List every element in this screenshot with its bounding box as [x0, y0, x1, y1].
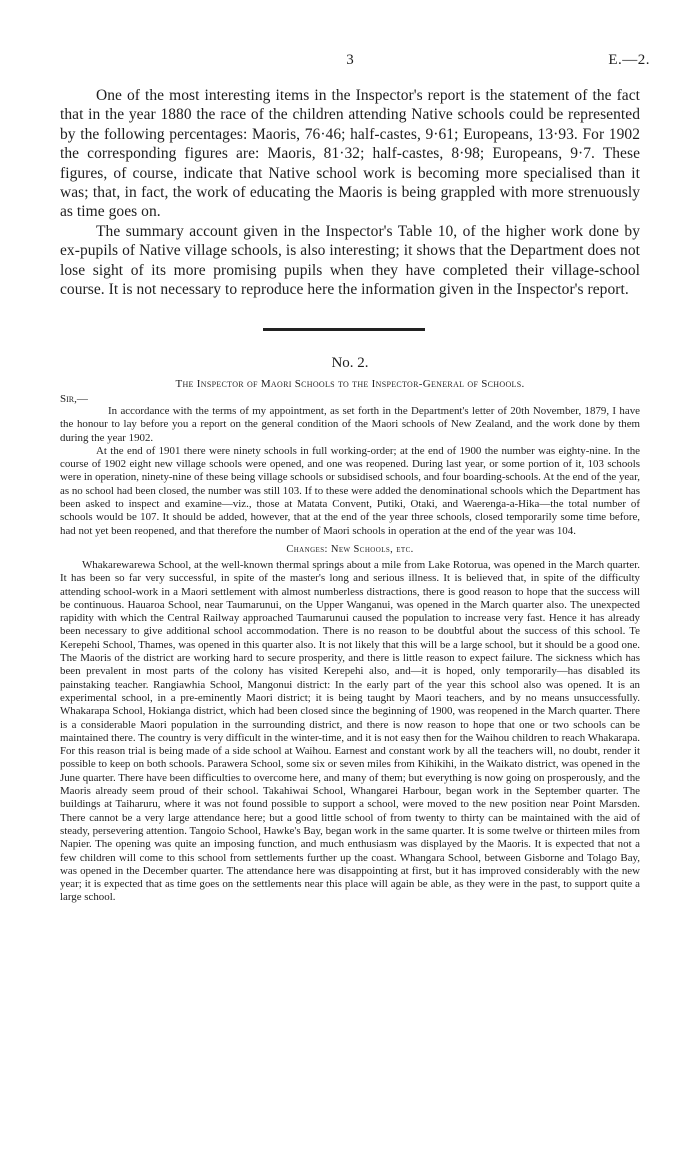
- report-section: [60, 352, 640, 905]
- intro-section: [60, 86, 640, 299]
- section-heading: Changes: New Schools, etc.: [286, 543, 414, 555]
- document-reference: E.—2.: [608, 52, 650, 68]
- report-paragraph: In accordance with the terms of my appointment, as set forth in the Department's letter of 20th November, 1879, I have the honour to lay before you a report on the general condition of the Maori schools of New Zealand, and the work done by them during the year 1902.: [60, 405, 640, 444]
- report-address-title: The Inspector of Maori Schools to the Inspector-General of Schools.: [175, 378, 525, 390]
- page-number: 3: [346, 52, 354, 68]
- intro-paragraph: The summary account given in the Inspector's Table 10, of the higher work done by ex-pupils of Native village schools, is also interesting; it shows that the Department does not lose sight of its more promising pupils when they have completed their village-school course. It is not necessary to reproduce here the information given in the Inspector's report.: [60, 222, 640, 299]
- salutation: Sir,—: [60, 393, 88, 405]
- new-schools-paragraph: Whakarewarewa School, at the well-known thermal springs about a mile from Lake Rotorua, was opened in the March quarter. It has been so far very successful, in spite of the master's long and serious illness. It is believed that, in spite of the difficulty attending school-work in a Maori settlement with almost numberless distractions, there is good reason to hope that the success will be continuous. Hauaroa School, near Taumarunui, on the Upper Wanganui, was opened in the March quarter also. The unexpected rapidity with which the Central Railway approached Taumarunui caused the population to increase very fast. Hence it has already been necessary to give additional school accommodation. There is no reason to be doubtful about the success of this school. Te Kerepehi School, Thames, was opened in this quarter also. It is not likely that this will be a large school, but it should be a good one. The Maoris of the district are working hard to secure prosperity, and there is little reason to expect failure. The sickness which has been prevalent in most parts of the colony has visited Kerepehi also, and—it is hoped, only temporarily—has disabled its painstaking teacher. Rangiawhia School, Mangonui district: In the early part of the year this school also was opened. It is an experimental school, in a pre-eminently Maori district; it is being taught by Maori teachers, and by no means unsuccessfully. Whakarapa School, Hokianga district, which had been closed since the beginning of 1900, was reopened in the March quarter. There is a considerable Maori population in the surrounding district, and there is now reason to hope that one or two schools can be maintained there. The country is very difficult in the winter-time, and it is not easy then for the Waihou children to reach Whakarapa. For this reason trial is being made of a side school at Waihou. Earnest and constant work by all the teachers will, no doubt, render it possible to keep on both schools. Parawera School, some six or seven miles from Kihikihi, in the Waikato district, was opened in the June quarter. There have been difficulties to overcome here, and many of them; but everything is now going on prosperously, and the Maoris already seem proud of their school. Takahiwai School, Whangarei Harbour, began work in the September quarter. The buildings at Taiharuru, where it was not found possible to support a school, were moved to the new position near Point Marsden. There cannot be a very large attendance here; but a good little school of from twenty to thirty can be maintained with the aid of steady, persevering attention. Tangoio School, Hawke's Bay, began work in the same quarter. It is some twelve or thirteen miles from Napier. The opening was quite an imposing function, and much enthusiasm was displayed by the Maoris. It is expected that not a few children will come to this school from settlements further up the coast. Whangara School, between Gisborne and Tolago Bay, was opened in the December quarter. The attendance here was disappointing at first, but it has improved considerably with the new year; it is expected that as time goes on the settlements near this place will again be able, as they were in the past, to support quite a large school.: [60, 558, 640, 904]
- section-divider: [263, 328, 425, 331]
- report-paragraph: At the end of 1901 there were ninety schools in full working-order; at the end of 1900 the number was eighty-nine. In the course of 1902 eight new village schools were opened, and one was reopened. During last year, or some portion of it, 103 schools were in operation, ninety-nine of these being village schools or subsidised schools, and four boarding-schools. At the end of the year, as no school had been closed, the number was still 103. If to these were added the denominational schools which the Department has been asked to inspect and examine—viz., those at Matata Convent, Putiki, Otaki, and Waerenga-a-Hika—the total number of schools would be 107. It should be added, however, that at the end of the year three schools, closed temporarily some time before, had not yet been reopened, and that therefore the number of Maori schools in operation at the end of the year was 104.: [60, 444, 640, 537]
- page-header: [0, 48, 700, 72]
- report-number: No. 2.: [331, 355, 369, 371]
- intro-paragraph: One of the most interesting items in the Inspector's report is the statement of the fact that in the year 1880 the race of the children attending Native schools could be represented by the following percentages: Maoris, 76·46; half-castes, 9·61; Europeans, 13·93. For 1902 the corresponding figures are: Maoris, 81·32; half-castes, 8·98; Europeans, 9·7. These figures, of course, indicate that Native school work is becoming more specialised than it was; that, in fact, the work of educating the Maoris is being grappled with more strenuously as time goes on.: [60, 87, 640, 221]
